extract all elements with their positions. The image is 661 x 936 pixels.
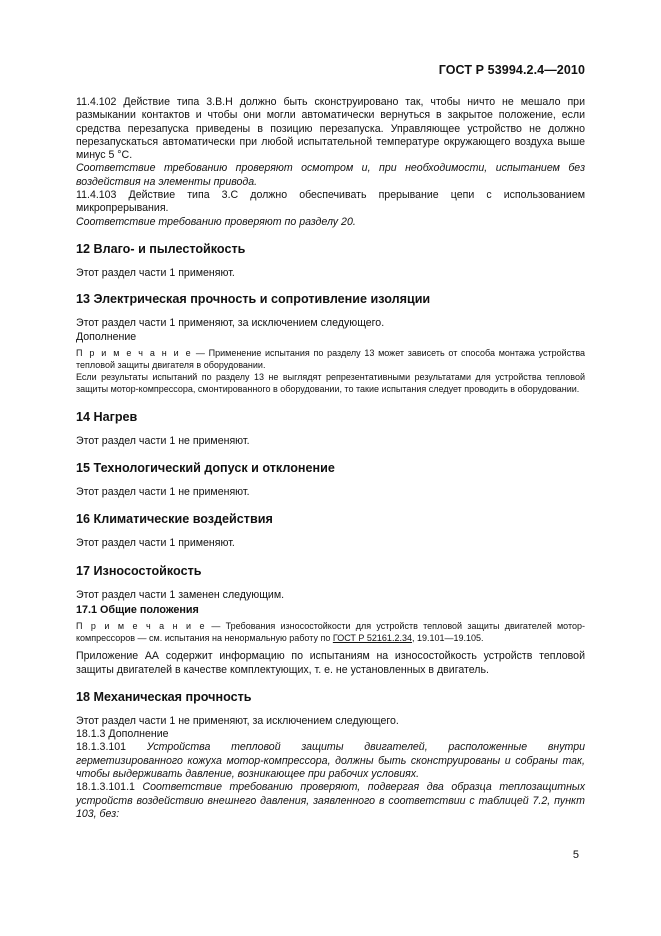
clause-number: 18.1.3.101 <box>76 741 147 754</box>
section-13-text: Этот раздел части 1 применяют, за исключением следующего. <box>76 317 385 330</box>
section-14-text: Этот раздел части 1 не применяют. <box>76 434 250 447</box>
section-12-title: 12 Влаго- и пылестойкость <box>76 241 246 256</box>
section-17-annex-text: Приложение АА содержит информацию по испытаниям на износостойкость устройств тепловой защиты двигателей в качестве комплектующих, т. е. не установленных в двигатель. <box>76 650 585 676</box>
subsection-17-1-title: 17.1 Общие положения <box>76 603 199 616</box>
clause-11-4-102-check: Соответствие требованию проверяют осмотром и, при необходимости, испытанием без воздействия на элементы привода. <box>76 162 585 188</box>
section-18-addition: 18.1.3 Дополнение <box>76 728 169 741</box>
section-15-text: Этот раздел части 1 не применяют. <box>76 485 250 498</box>
note-label: П р и м е ч а н и е <box>76 620 207 631</box>
clause-18-1-3-101-1 <box>76 781 585 821</box>
section-17-text: Этот раздел части 1 заменен следующим. <box>76 588 285 601</box>
document-code: ГОСТ Р 53994.2.4—2010 <box>438 63 585 77</box>
section-17-title: 17 Износостойкость <box>76 563 202 578</box>
section-13-title: 13 Электрическая прочность и сопротивление изоляции <box>76 292 431 307</box>
note-text: — Применение испытания по разделу 13 может зависеть от способа монтажа устройства тепловой защиты двигателя в оборудовании. <box>76 347 586 371</box>
clause-11-4-103: 11.4.103 Действие типа 3.С должно обеспечивать прерывание цепи с использованием микропрерывания. <box>76 189 585 215</box>
clause-11-4-102: 11.4.102 Действие типа 3.В.Н должно быть сконструировано так, чтобы ничто не мешало при размыкании контактов и чтобы они могли автоматически вернуться в закрытое положение, если средства перезапуска приведены в позицию перезапуска. Управляющее устройство не должно перезапускаться автоматически при любой испытательной температуре окружающего воздуха выше минус 5 °С. <box>76 96 585 162</box>
page-content <box>76 96 585 821</box>
standard-reference-link[interactable]: ГОСТ Р 52161.2.34 <box>332 633 412 644</box>
note-text-end: , 19.101—19.105. <box>411 633 484 644</box>
section-12-text: Этот раздел части 1 применяют. <box>76 266 235 279</box>
note-text: — Требования износостойкости для устройств тепловой защиты двигателей мотор-компрессоров — см. испытания на ненормальную работу по <box>76 620 586 644</box>
note-label: П р и м е ч а н и е <box>76 347 193 358</box>
section-13-note-2: Если результаты испытаний по разделу 13 не выглядят репрезентативными результатами для устройства тепловой защиты мотор-компрессора, смонтированного в оборудовании, то такие испытания следует проводить в оборудовании. <box>76 372 585 395</box>
section-13-addition: Дополнение <box>76 330 137 343</box>
clause-11-4-103-check: Соответствие требованию проверяют по разделу 20. <box>76 215 356 228</box>
section-18-title: 18 Механическая прочность <box>76 689 252 704</box>
section-16-text: Этот раздел части 1 применяют. <box>76 537 235 550</box>
clause-text: Устройства тепловой защиты двигателей, расположенные внутри герметизированного кожуха мотор-компрессора, должны быть сконструированы и собраны так, чтобы выдерживать давление, возникающее при рабочих условиях. <box>76 741 585 781</box>
clause-text: Соответствие требованию проверяют, подвергая два образца теплозащитных устройств воздействию внешнего давления, заявленного в соответствии с таблицей 7.2, пункт 103, без: <box>76 781 585 820</box>
clause-number: 18.1.3.101.1 <box>76 781 143 794</box>
section-13-note <box>76 347 585 371</box>
section-14-title: 14 Нагрев <box>76 409 138 424</box>
page-number: 5 <box>572 849 579 861</box>
section-15-title: 15 Технологический допуск и отклонение <box>76 460 335 475</box>
section-18-text: Этот раздел части 1 не применяют, за исключением следующего. <box>76 714 399 727</box>
section-17-note <box>76 620 585 644</box>
section-16-title: 16 Климатические воздействия <box>76 512 273 527</box>
clause-18-1-3-101 <box>76 741 585 781</box>
